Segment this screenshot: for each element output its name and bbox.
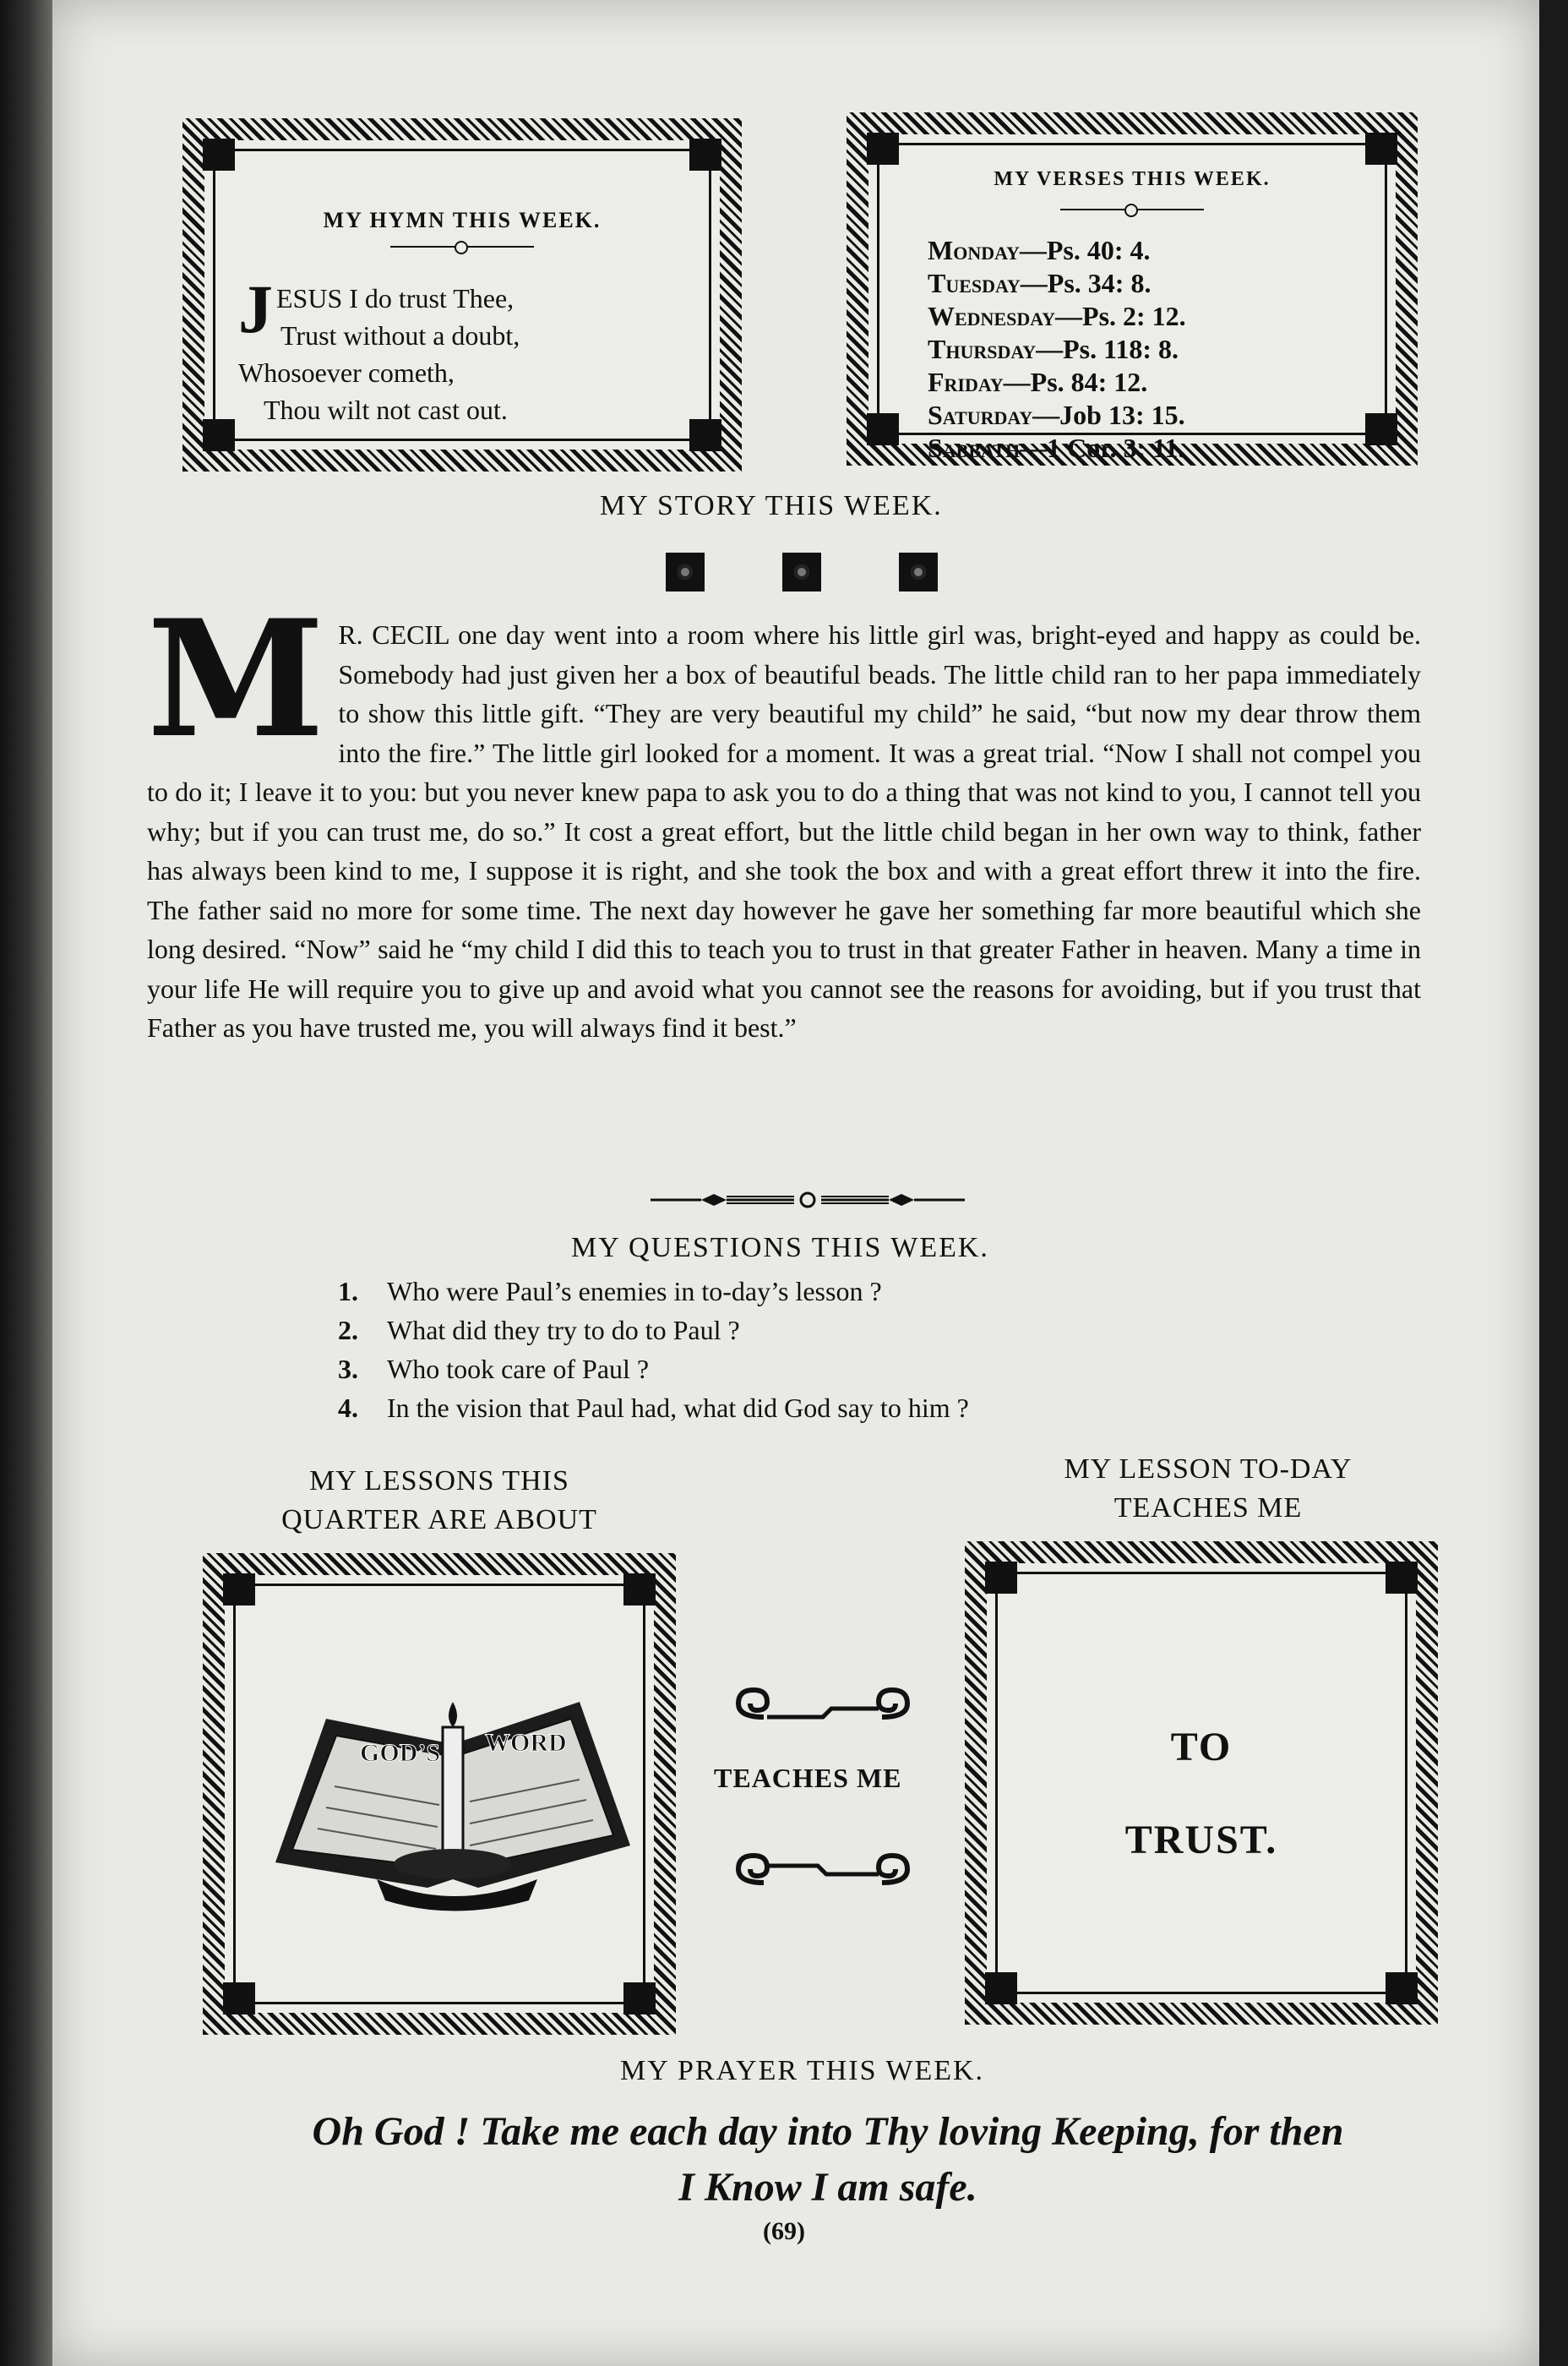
verses-divider — [1060, 209, 1204, 210]
lesson-today-box — [965, 1541, 1438, 2025]
scroll-ornament-bottom — [730, 1849, 916, 1896]
hymn-line-1: ESUS I do trust Thee, — [276, 283, 514, 313]
verse-item: Sabbath—1 Cor. 3: 11. — [928, 433, 1185, 463]
verse-item: Saturday—Job 13: 15. — [928, 400, 1185, 430]
verse-list — [928, 234, 1186, 465]
verses-box — [847, 112, 1418, 466]
prayer-line-2: I Know I am safe. — [678, 2165, 977, 2210]
lessons-quarter-box — [203, 1553, 676, 2035]
page-edge-shadow — [0, 0, 52, 2366]
verse-item: Thursday—Ps. 118: 8. — [928, 334, 1179, 364]
verse-item: Monday—Ps. 40: 4. — [928, 235, 1151, 265]
hymn-line-4: Thou wilt not cast out. — [264, 395, 508, 425]
hymn-drop-cap: J — [238, 270, 273, 347]
verse-item: Tuesday—Ps. 34: 8. — [928, 268, 1152, 298]
story-text-block — [147, 585, 1421, 1048]
verse-item: Wednesday—Ps. 2: 12. — [928, 301, 1186, 331]
questions-title: MY QUESTIONS THIS WEEK. — [571, 1232, 989, 1263]
scroll-ornament-top — [730, 1683, 916, 1731]
lesson-today-label: MY LESSON TO-DAY TEACHES ME — [1064, 1453, 1353, 1524]
decorative-rule — [651, 1191, 965, 1208]
prayer-line-1: Oh God ! Take me each day into Thy loving Keeping, for then — [312, 2109, 1344, 2154]
book-word-word: WORD — [485, 1729, 567, 1757]
hymn-title: MY HYMN THIS WEEK. — [323, 208, 602, 232]
prayer-title: MY PRAYER THIS WEEK. — [620, 2055, 985, 2086]
question-item: 3. Who took care of Paul ? — [338, 1354, 650, 1384]
hymn-box — [182, 118, 742, 472]
book-word-gods: GOD’S — [360, 1739, 441, 1767]
prayer-text — [169, 2104, 1487, 2216]
page-number: (69) — [763, 2217, 805, 2245]
teaches-me-middle-label: TEACHES ME — [714, 1763, 902, 1793]
story-title: MY STORY THIS WEEK. — [600, 490, 943, 521]
question-item: 2. What did they try to do to Paul ? — [338, 1315, 740, 1345]
open-bible-with-candle-icon — [259, 1668, 647, 1922]
hymn-line-3: Whosoever cometh, — [238, 357, 455, 388]
hymn-text — [238, 270, 520, 428]
lesson-answer-trust: TRUST. — [1124, 1818, 1278, 1862]
question-list — [338, 1272, 969, 1427]
hymn-line-2: Trust without a doubt, — [280, 320, 520, 351]
verse-item: Friday—Ps. 84: 12. — [928, 367, 1148, 397]
story-text: R. CECIL one day went into a room where his little girl was, bright-eyed and happy as could be. Somebody had just given her a box of beautiful beads. The little child ran to her papa immediately to show this little gift. “They are very beautiful my child” he said, “but now my dear throw them into the fire.” The little girl looked for a moment. It was a great trial. “Now I shall not compel you to do it; I leave it to you: but you never knew papa to ask you to do a thing that was not kind to you, I cannot tell you why; but if you can trust me, do so.” It cost a great effort, but the little child began in her own way to think, father has always been kind to me, I suppose it is right, and she took the box and with a great effort threw it into the fire. The father said no more for some time. The next day however he gave her something far more beautiful which she long desired. “Now” said he “my child I did this to teach you to trust in that greater Father in heaven. Many a time in your life He will require you to give up and avoid what you cannot see the reasons for avoiding, but if you trust that Father as you have trusted me, you will always find it best.” — [147, 619, 1421, 1043]
verses-title: MY VERSES THIS WEEK. — [994, 168, 1271, 190]
question-item: 4. In the vision that Paul had, what did God say to him ? — [338, 1393, 969, 1423]
hymn-divider — [390, 246, 534, 248]
question-item: 1. Who were Paul’s enemies in to-day’s lesson ? — [338, 1276, 882, 1306]
story-drop-cap: M — [147, 585, 325, 773]
lesson-answer-to: TO — [1170, 1725, 1233, 1769]
lessons-quarter-label: MY LESSONS THIS QUARTER ARE ABOUT — [281, 1465, 597, 1535]
